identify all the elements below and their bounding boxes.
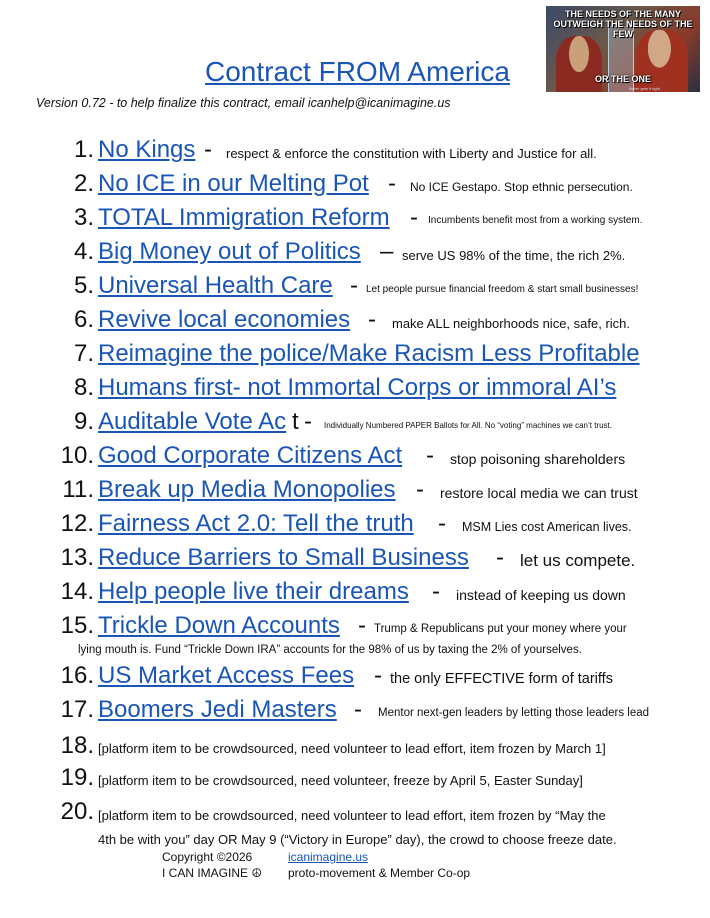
item-description: let us compete. [520, 551, 636, 570]
item-number: 14. [60, 578, 94, 605]
item-separator: - [368, 306, 376, 333]
meme-top-caption: THE NEEDS OF THE MANY OUTWEIGH THE NEEDS OF THE FEW [553, 9, 693, 39]
item-description: the only EFFECTIVE form of tariffs [390, 671, 613, 687]
item-number: 4. [73, 238, 94, 265]
item-description: Trump & Republicans put your money where your [374, 623, 627, 635]
item-description: make ALL neighborhoods nice, safe, rich. [392, 316, 630, 331]
item-separator: - [496, 544, 504, 571]
item-description: Mentor next-gen leaders by letting those leaders lead [378, 707, 650, 719]
item-number: 12. [60, 510, 94, 537]
item-title-link[interactable]: Big Money out of Politics [98, 238, 361, 265]
item-separator: - [354, 696, 362, 723]
item-number: 7. [73, 340, 94, 367]
star-trek-meme-image [546, 6, 700, 92]
item-separator: - [204, 136, 212, 163]
meme-bottom-caption: OR THE ONE [594, 74, 651, 84]
item-title-link[interactable]: Humans first- not Immortal Corps or immoral AI’s [98, 374, 617, 401]
item-description: No ICE Gestapo. Stop ethnic persecution. [410, 180, 633, 194]
item-separator: - [374, 662, 382, 689]
item-description-continued: lying mouth is. Fund “Trickle Down IRA” accounts for the 98% of us by taxing the 2% of yourselves. [78, 644, 582, 656]
item-number: 11. [62, 476, 94, 503]
item-separator: – [380, 238, 394, 265]
item-number: 8. [73, 374, 94, 401]
item-title-link[interactable]: Fairness Act 2.0: Tell the truth [98, 510, 414, 537]
item-description: respect & enforce the constitution with Liberty and Justice for all. [226, 146, 597, 161]
item-number: 6. [73, 306, 94, 333]
organization-tagline: proto-movement & Member Co-op [288, 866, 471, 880]
item-description: serve US 98% of the time, the rich 2%. [402, 248, 626, 263]
item-title-link[interactable]: US Market Access Fees [98, 662, 355, 689]
item-placeholder-text: [platform item to be crowdsourced, need volunteer, freeze by April 5, Easter Sunday] [98, 773, 583, 788]
item-placeholder-text: [platform item to be crowdsourced, need volunteer to lead effort, item frozen by “May the [98, 808, 606, 823]
item-title-link[interactable]: Reduce Barriers to Small Business [98, 544, 469, 571]
item-description: Let people pursue financial freedom & start small businesses! [366, 284, 639, 295]
item-number: 18. [60, 732, 94, 759]
item-separator: - [438, 510, 446, 537]
item-number: 19. [60, 764, 94, 791]
item-title-link[interactable]: Break up Media Monopolies [98, 476, 396, 503]
item-title-link[interactable]: Trickle Down Accounts [98, 612, 340, 639]
item-title-tail: t [292, 408, 299, 435]
website-link[interactable]: icanimagine.us [288, 850, 369, 864]
item-title-link[interactable]: No ICE in our Melting Pot [98, 170, 369, 197]
item-number: 15. [60, 612, 94, 639]
meme-credit: Never gets it right [628, 86, 660, 91]
item-separator: - [350, 272, 358, 299]
copyright-text: Copyright ©2026 [162, 850, 253, 864]
item-title-link[interactable]: No Kings [98, 136, 196, 163]
item-number: 17. [60, 696, 94, 723]
item-title-link[interactable]: Good Corporate Citizens Act [98, 442, 403, 469]
item-number: 5. [73, 272, 94, 299]
item-number: 10. [60, 442, 94, 469]
item-separator: - [426, 442, 434, 469]
item-number: 16. [60, 662, 94, 689]
item-separator: - [416, 476, 424, 503]
item-description: MSM Lies cost American lives. [462, 520, 632, 534]
item-title-link[interactable]: Universal Health Care [98, 272, 333, 299]
item-separator: - [432, 578, 440, 605]
item-number: 20. [60, 798, 94, 825]
item-description: instead of keeping us down [456, 587, 626, 603]
version-note: Version 0.72 - to help finalize this contract, email icanhelp@icanimagine.us [36, 96, 451, 110]
document-title[interactable]: Contract FROM America [205, 56, 510, 87]
item-title-link[interactable]: Boomers Jedi Masters [98, 696, 337, 723]
item-description: Individually Numbered PAPER Ballots for All. No “voting” machines we can’t trust. [324, 421, 612, 430]
item-separator: - [388, 170, 396, 197]
item-placeholder-text-continued: 4th be with you” day OR May 9 (“Victory in Europe” day), the crowd to choose freeze date. [98, 832, 617, 847]
item-description: Incumbents benefit most from a working system. [428, 215, 643, 226]
item-placeholder-text: [platform item to be crowdsourced, need volunteer to lead effort, item frozen by March 1] [98, 741, 606, 756]
item-title-link[interactable]: Auditable Vote Ac [98, 408, 287, 435]
item-title-link[interactable]: Help people live their dreams [98, 578, 409, 605]
item-number: 2. [73, 170, 94, 197]
item-title-link[interactable]: TOTAL Immigration Reform [98, 204, 390, 231]
item-number: 1. [73, 136, 94, 163]
item-separator: - [410, 204, 418, 231]
item-title-link[interactable]: Reimagine the police/Make Racism Less Profitable [98, 340, 640, 367]
organization-name: I CAN IMAGINE ☮ [162, 866, 263, 880]
item-number: 3. [73, 204, 94, 231]
item-separator: - [358, 612, 366, 639]
item-number: 13. [60, 544, 94, 571]
item-separator: - [304, 408, 312, 435]
item-description: restore local media we can trust [440, 485, 638, 501]
item-number: 9. [73, 408, 94, 435]
item-description: stop poisoning shareholders [450, 451, 626, 467]
item-title-link[interactable]: Revive local economies [98, 306, 351, 333]
